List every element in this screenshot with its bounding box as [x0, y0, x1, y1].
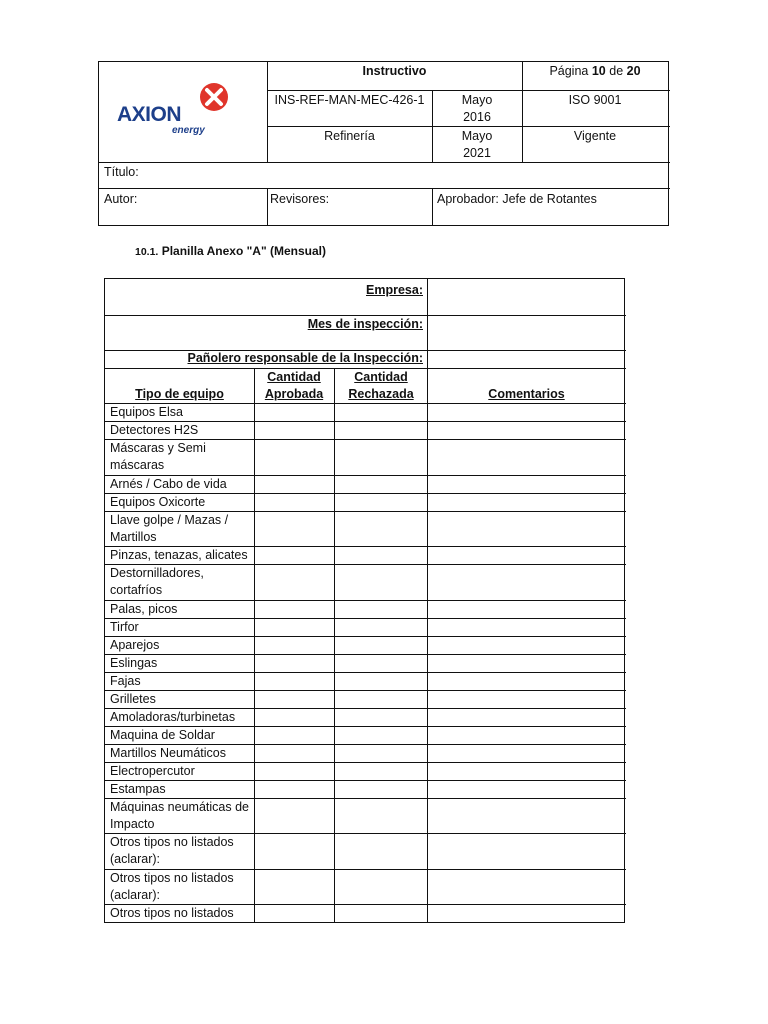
equipment-type-label: Llave golpe / Mazas / Martillos: [110, 512, 229, 544]
comments-cell[interactable]: [428, 618, 625, 636]
rejected-qty-cell[interactable]: [335, 798, 426, 834]
comments-cell[interactable]: [428, 672, 625, 690]
document-header: [98, 61, 669, 226]
equipment-type-label: Otros tipos no listados: [110, 906, 234, 920]
empresa-field[interactable]: [428, 280, 624, 314]
axion-energy-logo: [117, 80, 233, 140]
approved-qty-cell[interactable]: [255, 708, 333, 726]
rejected-qty-cell[interactable]: [335, 600, 426, 618]
logo-sub-text: energy: [172, 125, 205, 136]
equipment-type-label: Palas, picos: [110, 601, 178, 616]
panolero-label: Pañolero responsable de la Inspección:: [187, 351, 423, 365]
logo-x-icon: [198, 81, 230, 113]
equipment-type-label: Otros tipos no listados (aclarar):: [110, 835, 234, 866]
section-title: 10.1. Planilla Anexo "A" (Mensual): [135, 244, 326, 258]
rejected-qty-cell[interactable]: [335, 762, 426, 780]
approved-qty-cell[interactable]: [255, 780, 333, 798]
inspection-form: [104, 278, 625, 923]
equipment-type-label: Tirfor: [110, 619, 139, 634]
approved-qty-cell[interactable]: [255, 475, 333, 493]
equipment-type-label: Equipos Oxicorte: [110, 494, 206, 509]
approved-qty-cell[interactable]: [255, 762, 333, 780]
page-number: Página 10 de 20: [549, 64, 641, 78]
equipment-type-label: Arnés / Cabo de vida: [110, 476, 227, 491]
approved-qty-cell[interactable]: [255, 421, 333, 439]
equipment-type-label: Grilletes: [110, 691, 156, 706]
comments-cell[interactable]: [428, 654, 625, 672]
col-header-tipo: Tipo de equipo: [135, 387, 224, 401]
comments-cell[interactable]: [428, 744, 625, 762]
revision-date: Mayo 2021: [461, 129, 493, 160]
mes-field[interactable]: [428, 316, 624, 349]
equipment-type-label: Fajas: [110, 673, 141, 688]
rejected-qty-cell[interactable]: [335, 726, 426, 744]
comments-cell[interactable]: [428, 690, 625, 708]
col-header-comentarios: Comentarios: [488, 387, 565, 401]
title-label: Título:: [104, 165, 139, 179]
logo-brand-text: AXION: [117, 103, 182, 126]
equipment-type-label: Máquinas neumáticas de Impacto: [110, 799, 249, 831]
reviewers-label: Revisores:: [270, 192, 330, 206]
comments-cell[interactable]: [428, 493, 625, 511]
comments-cell[interactable]: [428, 564, 625, 600]
approved-qty-cell[interactable]: [255, 564, 333, 600]
approver-label: Aprobador: Jefe de Rotantes: [437, 192, 597, 206]
rejected-qty-cell[interactable]: [335, 618, 426, 636]
doc-code: INS-REF-MAN-MEC-426-1: [274, 93, 425, 107]
equipment-type-label: Equipos Elsa: [110, 405, 183, 419]
approved-qty-cell[interactable]: [255, 654, 333, 672]
comments-cell[interactable]: [428, 869, 625, 905]
rejected-qty-cell[interactable]: [335, 780, 426, 798]
approved-qty-cell[interactable]: [255, 798, 333, 834]
iso-standard: ISO 9001: [568, 93, 622, 107]
equipment-type-label: Pinzas, tenazas, alicates: [110, 548, 248, 562]
rejected-qty-cell[interactable]: [335, 511, 426, 547]
rejected-qty-cell[interactable]: [335, 869, 426, 905]
equipment-type-label: Martillos Neumáticos: [110, 745, 227, 760]
comments-cell[interactable]: [428, 762, 625, 780]
rejected-qty-cell[interactable]: [335, 546, 426, 564]
area: Refinería: [324, 129, 375, 143]
approved-qty-cell[interactable]: [255, 636, 333, 654]
approved-qty-cell[interactable]: [255, 904, 333, 922]
equipment-type-label: Eslingas: [110, 655, 158, 670]
approved-qty-cell[interactable]: [255, 672, 333, 690]
comments-cell[interactable]: [428, 798, 625, 834]
rejected-qty-cell[interactable]: [335, 564, 426, 600]
approved-qty-cell[interactable]: [255, 618, 333, 636]
rejected-qty-cell[interactable]: [335, 636, 426, 654]
empresa-label: Empresa:: [366, 283, 423, 297]
approved-qty-cell[interactable]: [255, 493, 333, 511]
equipment-type-label: Estampas: [110, 781, 166, 796]
rejected-qty-cell[interactable]: [335, 421, 426, 439]
rejected-qty-cell[interactable]: [335, 833, 426, 869]
approved-qty-cell[interactable]: [255, 833, 333, 869]
approved-qty-cell[interactable]: [255, 869, 333, 905]
equipment-type-label: Destornilladores, cortafríos: [110, 566, 204, 597]
approved-qty-cell[interactable]: [255, 726, 333, 744]
comments-cell[interactable]: [428, 780, 625, 798]
approved-qty-cell[interactable]: [255, 744, 333, 762]
equipment-type-label: Electropercutor: [110, 763, 195, 778]
equipment-type-label: Otros tipos no listados (aclarar):: [110, 870, 234, 902]
issue-date: Mayo 2016: [461, 93, 493, 124]
doc-type: Instructivo: [362, 64, 427, 78]
comments-cell[interactable]: [428, 475, 625, 493]
comments-cell[interactable]: [428, 546, 625, 564]
rejected-qty-cell[interactable]: [335, 493, 426, 511]
panolero-field[interactable]: [428, 351, 624, 368]
comments-cell[interactable]: [428, 726, 625, 744]
rejected-qty-cell[interactable]: [335, 904, 426, 922]
equipment-type-label: Maquina de Soldar: [110, 727, 215, 742]
rejected-qty-cell[interactable]: [335, 654, 426, 672]
approved-qty-cell[interactable]: [255, 439, 333, 475]
approved-qty-cell[interactable]: [255, 546, 333, 564]
approved-qty-cell[interactable]: [255, 690, 333, 708]
approved-qty-cell[interactable]: [255, 511, 333, 547]
equipment-type-label: Amoladoras/turbinetas: [110, 709, 236, 724]
rejected-qty-cell[interactable]: [335, 439, 426, 475]
rejected-qty-cell[interactable]: [335, 708, 426, 726]
equipment-type-label: Detectores H2S: [110, 423, 199, 437]
approved-qty-cell[interactable]: [255, 403, 333, 421]
approved-qty-cell[interactable]: [255, 600, 333, 618]
equipment-type-label: Aparejos: [110, 637, 160, 652]
comments-cell[interactable]: [428, 708, 625, 726]
comments-cell[interactable]: [428, 403, 625, 421]
rejected-qty-cell[interactable]: [335, 475, 426, 493]
comments-cell[interactable]: [428, 439, 625, 475]
rejected-qty-cell[interactable]: [335, 403, 426, 421]
comments-cell[interactable]: [428, 511, 625, 547]
rejected-qty-cell[interactable]: [335, 690, 426, 708]
doc-status: Vigente: [573, 129, 617, 143]
col-header-rechazada: Cantidad Rechazada: [348, 370, 414, 401]
rejected-qty-cell[interactable]: [335, 672, 426, 690]
comments-cell[interactable]: [428, 904, 625, 922]
comments-cell[interactable]: [428, 421, 625, 439]
col-header-aprobada: Cantidad Aprobada: [264, 370, 324, 401]
rejected-qty-cell[interactable]: [335, 744, 426, 762]
mes-label: Mes de inspección:: [307, 317, 423, 331]
comments-cell[interactable]: [428, 600, 625, 618]
equipment-type-label: Máscaras y Semi máscaras: [110, 441, 206, 472]
comments-cell[interactable]: [428, 636, 625, 654]
comments-cell[interactable]: [428, 833, 625, 869]
author-label: Autor:: [104, 192, 138, 206]
